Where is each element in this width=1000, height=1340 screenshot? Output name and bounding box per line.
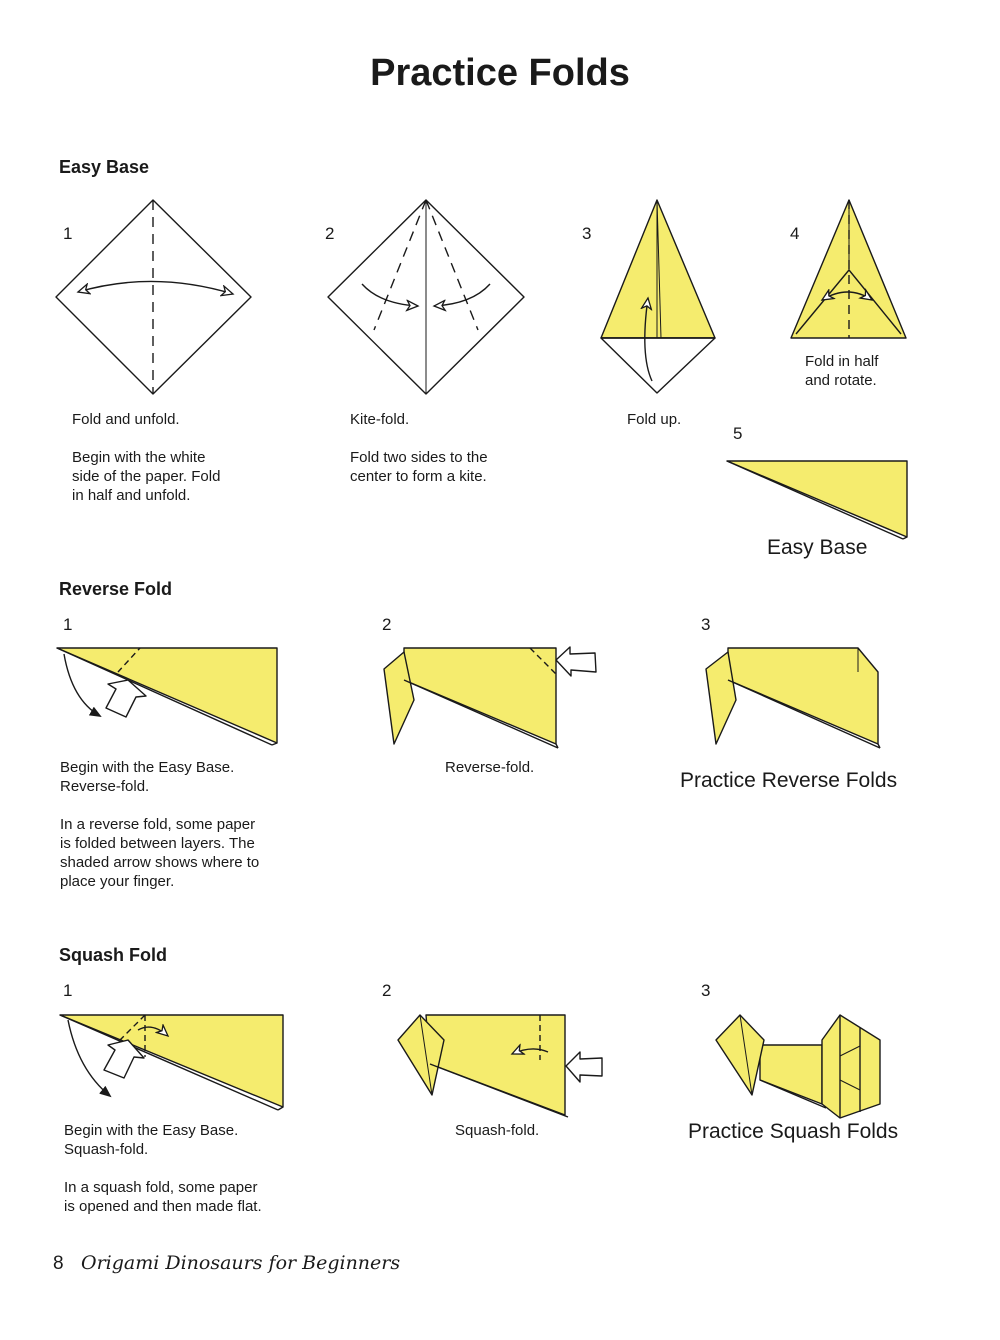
page-number: 8 bbox=[53, 1253, 64, 1274]
step-caption: Kite-fold. Fold two sides to the center to form a kite. bbox=[350, 411, 488, 485]
section-heading-reverse-fold: Reverse Fold bbox=[59, 579, 173, 599]
easy-base-step1-diagram bbox=[56, 200, 251, 394]
squash-fold-step1-diagram bbox=[60, 1015, 283, 1110]
step-caption: Fold and unfold. Begin with the white side of the paper. Fold in half and unfold. bbox=[72, 411, 221, 504]
easy-base-step5-diagram bbox=[727, 461, 907, 539]
squash-fold-step3-diagram bbox=[716, 1015, 880, 1118]
book-title: Origami Dinosaurs for Beginners bbox=[81, 1252, 401, 1274]
section-heading-easy-base: Easy Base bbox=[59, 157, 150, 177]
reverse-fold-step1-diagram bbox=[57, 648, 277, 745]
step-result-label: Practice Reverse Folds bbox=[680, 769, 898, 792]
step-number: 3 bbox=[701, 981, 711, 1000]
easy-base-step4-diagram bbox=[791, 200, 906, 338]
step-caption: Fold in half and rotate. bbox=[805, 353, 879, 389]
step-result-label: Practice Squash Folds bbox=[688, 1120, 899, 1143]
step-result-label: Easy Base bbox=[767, 536, 868, 559]
step-number: 2 bbox=[382, 615, 392, 634]
easy-base-step2-diagram bbox=[328, 200, 524, 394]
step-caption: Squash-fold. bbox=[455, 1122, 540, 1139]
step-number: 3 bbox=[701, 615, 711, 634]
step-caption: Fold up. bbox=[627, 411, 682, 428]
step-caption: Begin with the Easy Base. Squash-fold. In a squash fold, some paper is opened and then made flat. bbox=[64, 1122, 262, 1215]
easy-base-step3-diagram bbox=[601, 200, 715, 393]
step-number: 2 bbox=[382, 981, 392, 1000]
step-number: 5 bbox=[733, 424, 743, 443]
section-heading-squash-fold: Squash Fold bbox=[59, 945, 167, 965]
step-caption: Reverse-fold. bbox=[445, 759, 535, 776]
step-caption: Begin with the Easy Base. Reverse-fold. In a reverse fold, some paper is folded between layers. The shaded arrow shows where to place your finger. bbox=[60, 759, 260, 890]
page-title: Practice Folds bbox=[370, 52, 630, 94]
step-number: 1 bbox=[63, 981, 73, 1000]
squash-fold-step2-diagram bbox=[398, 1015, 602, 1117]
step-number: 2 bbox=[325, 224, 335, 243]
step-number: 1 bbox=[63, 224, 73, 243]
reverse-fold-step2-diagram bbox=[384, 647, 596, 748]
step-number: 3 bbox=[582, 224, 592, 243]
step-number: 4 bbox=[790, 224, 800, 243]
step-number: 1 bbox=[63, 615, 73, 634]
reverse-fold-step3-diagram bbox=[706, 648, 880, 748]
